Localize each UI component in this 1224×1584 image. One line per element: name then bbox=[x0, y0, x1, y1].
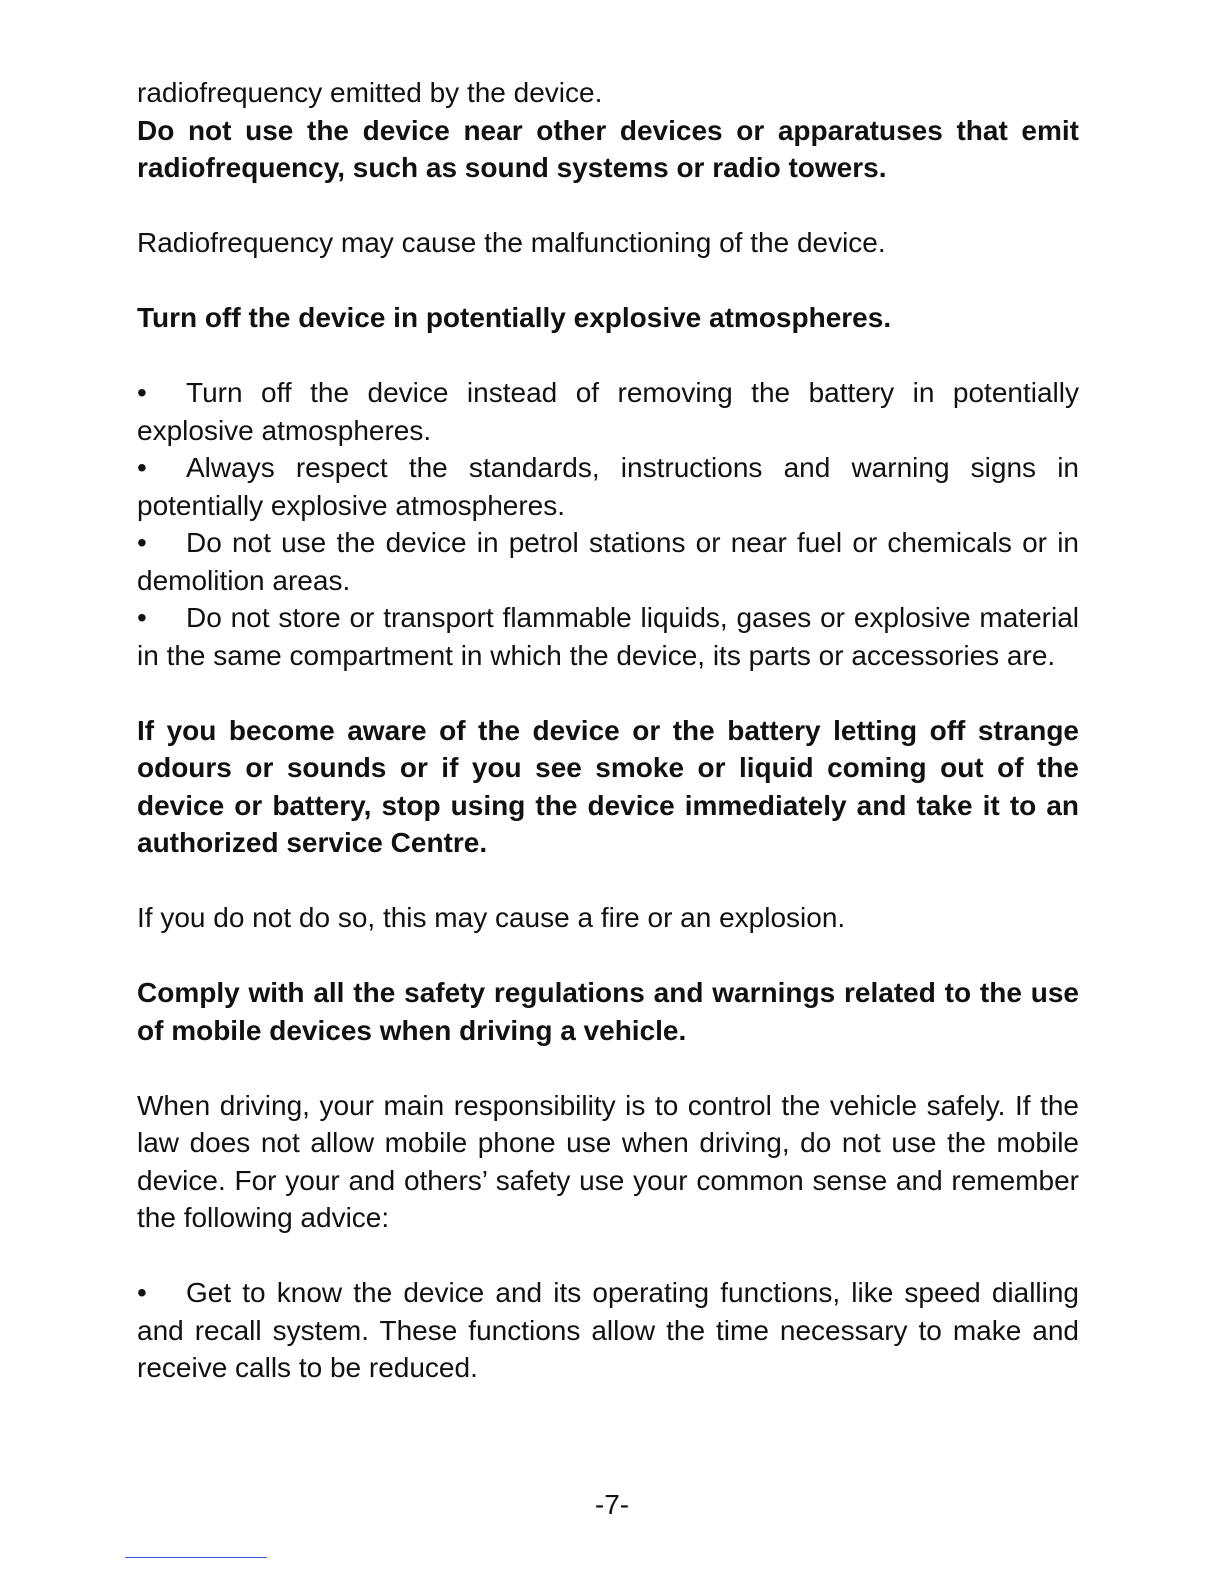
paragraph-driving-safety: When driving, your main responsibility is to control the vehicle safely. If the law does not allow mobile phone use when driving, do not use the mobile device. For your and others’ safety use your common sense and remember the following advice: bbox=[137, 1089, 1079, 1233]
footer-divider bbox=[125, 1557, 267, 1558]
paragraph-radiofrequency: Radiofrequency may cause the malfunctioning of the device. bbox=[137, 227, 886, 258]
page-body bbox=[137, 74, 1079, 1387]
bullet-list-explosive bbox=[137, 374, 1079, 674]
continued-text: radiofrequency emitted by the device. bbox=[137, 77, 603, 108]
bullet-icon: • bbox=[137, 452, 147, 483]
list-item: • Do not store or transport flammable liquids, gases or explosive material in the same compartment in which the device, its parts or accessories are. bbox=[137, 599, 1079, 674]
list-item: • Get to know the device and its operating functions, like speed dialling and recall system. These functions allow the time necessary to make and receive calls to be reduced. bbox=[137, 1274, 1079, 1387]
bullet-icon: • bbox=[137, 1277, 147, 1308]
heading-radiofrequency: Do not use the device near other devices or apparatuses that emit radiofrequency, such as sound systems or radio towers. bbox=[137, 114, 1079, 183]
list-item: • Always respect the standards, instructions and warning signs in potentially explosive atmospheres. bbox=[137, 449, 1079, 524]
list-item: • Do not use the device in petrol stations or near fuel or chemicals or in demolition areas. bbox=[137, 524, 1079, 599]
paragraph-battery-warning: If you do not do so, this may cause a fire or an explosion. bbox=[137, 902, 846, 933]
heading-battery-warning: If you become aware of the device or the battery letting off strange odours or sounds or if you see smoke or liquid coming out of the device or battery, stop using the device immediately and take it to an authorized service Centre. bbox=[137, 714, 1079, 858]
bullet-icon: • bbox=[137, 527, 147, 558]
bullet-icon: • bbox=[137, 377, 147, 408]
bullet-list-driving bbox=[137, 1274, 1079, 1387]
list-item: • Turn off the device instead of removing the battery in potentially explosive atmospheres. bbox=[137, 374, 1079, 449]
page-number: -7- bbox=[594, 1489, 630, 1520]
bullet-icon: • bbox=[137, 602, 147, 633]
heading-driving-safety: Comply with all the safety regulations and warnings related to the use of mobile devices when driving a vehicle. bbox=[137, 977, 1079, 1046]
heading-explosive-atmospheres: Turn off the device in potentially explosive atmospheres. bbox=[137, 302, 892, 333]
